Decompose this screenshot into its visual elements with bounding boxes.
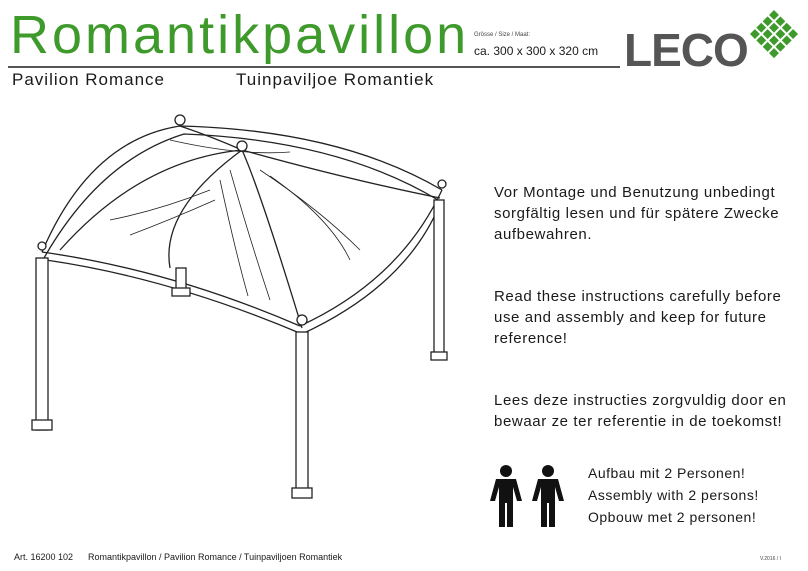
persons-note-german: Aufbau mit 2 Personen! — [588, 465, 746, 481]
article-number: Art. 16200 102 — [14, 552, 74, 562]
version-label: V.2016 / I — [760, 556, 781, 562]
leco-logo — [624, 6, 804, 74]
page-title: Romantikpavillon — [10, 5, 470, 65]
two-persons-icon — [486, 464, 576, 528]
persons-note-dutch: Opbouw met 2 personen! — [588, 509, 757, 525]
subtitle-english: Pavilion Romance — [12, 70, 166, 89]
title-divider — [8, 66, 620, 68]
logo-grid-icon — [624, 6, 804, 74]
logo-text: LECO — [624, 24, 748, 76]
footer-product-name: Romantikpavillon / Pavilion Romance / Tuinpaviljoen Romantiek — [88, 552, 343, 562]
size-value: ca. 300 x 300 x 320 cm — [474, 44, 599, 58]
size-label: Grösse / Size / Maat: — [474, 32, 531, 38]
instruction-english: Read these instructions carefully before use and assembly and keep for future reference! — [494, 288, 782, 347]
pavilion-illustration — [20, 100, 460, 510]
instruction-german: Vor Montage und Benutzung unbedingt sorgfältig lesen und für spätere Zwecke aufbewahren. — [494, 184, 780, 243]
subtitle-dutch: Tuinpaviljoe Romantiek — [236, 70, 435, 89]
persons-note-english: Assembly with 2 persons! — [588, 487, 759, 503]
instruction-dutch: Lees deze instructies zorgvuldig door en bewaar ze ter referentie in de toekomst! — [494, 392, 787, 430]
